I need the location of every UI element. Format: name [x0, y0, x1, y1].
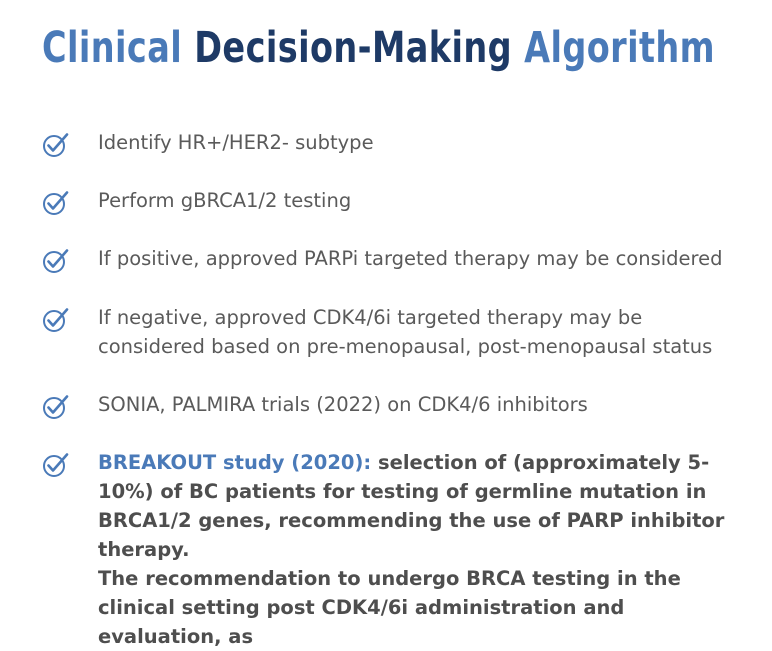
- breakout-study-text: selection of (approximately 5-10%) of BC patients for testing of germline mutation in BRCA1/2 genes, recommending the use of PARP inhibitor therapy.: [98, 451, 725, 561]
- list-item-text: Identify HR+/HER2- subtype: [98, 131, 374, 154]
- page-title: [42, 18, 715, 78]
- list-item-text: SONIA, PALMIRA trials (2022) on CDK4/6 inhibitors: [98, 393, 588, 416]
- list-item-text: Perform gBRCA1/2 testing: [98, 189, 352, 212]
- brca-recommendation-text: The recommendation to undergo BRCA testing in the clinical setting post CDK4/6i administration and evaluation, as: [98, 567, 681, 648]
- title-word-clinical: Clinical: [42, 23, 183, 73]
- check-icon: [42, 306, 70, 332]
- title-word-decision-making: Decision-Making: [194, 23, 513, 73]
- list-item-text: If positive, approved PARPi targeted therapy may be considered: [98, 247, 723, 270]
- check-icon: [42, 131, 70, 157]
- check-icon: [42, 393, 70, 419]
- list-item-text: If negative, approved CDK4/6i targeted therapy may be considered based on pre-menopausal, post-menopausal status: [98, 306, 713, 358]
- breakout-study-label: BREAKOUT study (2020):: [98, 451, 372, 474]
- check-icon: [42, 189, 70, 215]
- check-icon: [42, 451, 70, 477]
- list-item-text: [98, 448, 738, 651]
- title-word-algorithm: Algorithm: [524, 23, 716, 73]
- check-icon: [42, 247, 70, 273]
